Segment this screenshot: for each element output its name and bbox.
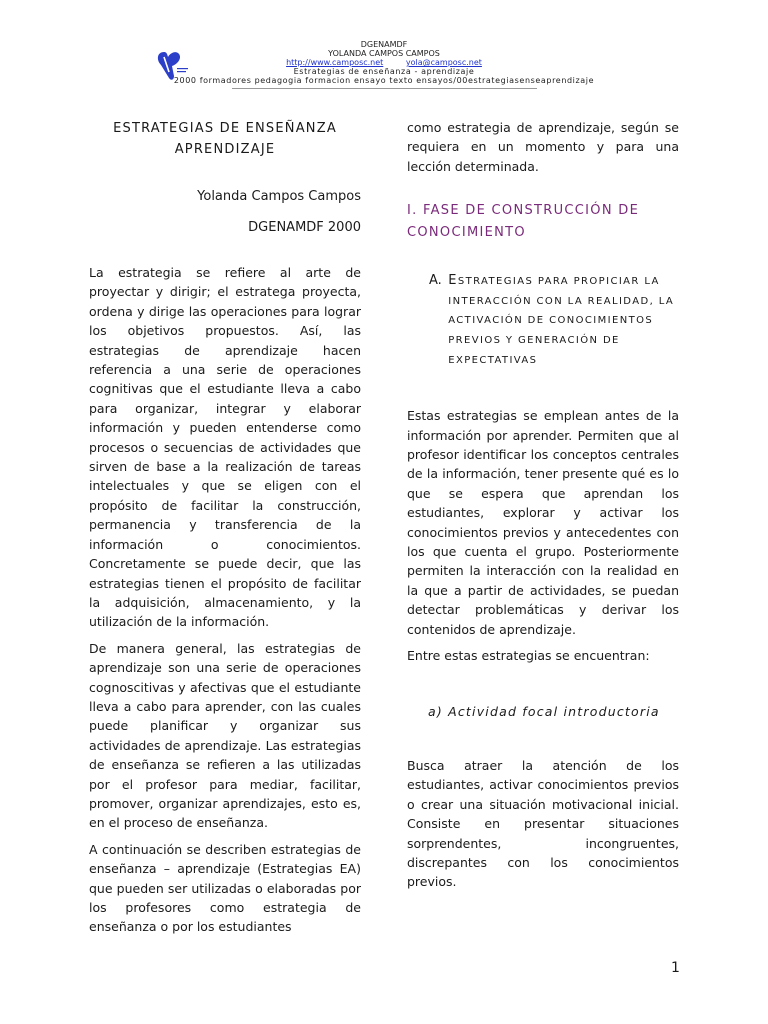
right-column (407, 118, 679, 892)
left-column (89, 118, 361, 937)
activity-heading: a) Actividad focal introductoria (428, 704, 660, 720)
header-links (0, 58, 768, 67)
header-divider (232, 88, 537, 89)
title-line-2: APRENDIZAJE (174, 142, 276, 157)
general-paragraph: De manera general, las estrategias de aprendizaje son una serie de operaciones cognoscitivas y afectivas que el estudiante lleva a cabo para aprender, con las cuales puede planificar y organizar sus actividades de aprendizaje. Las estrategias de enseñanza se refieren a las utilizadas por el profesor para mediar, facilitar, promover, organizar aprendizajes, esto es, en el proceso de enseñanza. (89, 640, 361, 831)
header-author: YOLANDA CAMPOS CAMPOS (328, 49, 440, 58)
website-link[interactable]: http://www.camposc.net (286, 58, 384, 67)
strategies-paragraph: Estas estrategias se emplean antes de la información por aprender. Permiten que al profesor identificar los conceptos centrales de la información, tener presente qué es lo que se espera que aprendan los estudiantes, explorar y activar los conocimientos previos y antecedentes con los que cuenta el grupo. Posteriormente permiten la interacción con la realidad en la que a partir de actividades, se puedan detectar problemáticas y derivar los contenidos de aprendizaje. (407, 408, 679, 637)
section-heading: I. FASE DE CONSTRUCCIÓN DE CONOCIMIENTO (407, 203, 640, 241)
document-header (0, 40, 768, 89)
header-keywords: 2000 formadores pedagogia formacion ensayo texto ensayos/00estrategiasenseaprendizaje (173, 76, 595, 85)
title-line-1: ESTRATEGIAS DE ENSEÑANZA (113, 121, 337, 136)
page-number: 1 (671, 960, 680, 976)
email-link[interactable]: yola@camposc.net (405, 58, 482, 67)
document-author: Yolanda Campos Campos (197, 189, 361, 204)
activity-paragraph: Busca atraer la atención de los estudiantes, activar conocimientos previos o crear una situación motivacional inicial. Consiste en presentar situaciones sorprendentes, incongruentes, discrepantes con los conocimientos previos. (407, 757, 679, 890)
publisher-logo-icon (152, 48, 190, 84)
document-org: DGENAMDF 2000 (248, 220, 361, 235)
list-intro: Entre estas estrategias se encuentran: (407, 648, 650, 664)
subsection-letter: A. (429, 273, 442, 289)
subsection-title: ESTRATEGIAS PARA PROPICIAR LA INTERACCIÓN CON LA REALIDAD, LA ACTIVACIÓN DE CONOCIMIENTOS PREVIOS Y GENERACIÓN DE EXPECTATIVAS (448, 273, 675, 366)
continuation-paragraph: A continuación se describen estrategias de enseñanza – aprendizaje (Estrategias EA) que pueden ser utilizadas o elaboradas por los profesores como estrategia de enseñanza o por los estudiantes (89, 841, 361, 935)
header-org: DGENAMDF (360, 40, 408, 49)
subsection-heading (429, 271, 679, 370)
intro-paragraph: La estrategia se refiere al arte de proyectar y dirigir; el estratega proyecta, ordena y dirige las operaciones para lograr los objetivos propuestos. Así, las estrategias de aprendizaje hacen referencia a una serie de operaciones cognitivas que el estudiante lleva a cabo para organizar, integrar y elaborar información y pueden entenderse como procesos o secuencias de actividades que sirven de base a la realización de tareas intelectuales y que se eligen con el propósito de facilitar la construcción, permanencia y transferencia de la información o conocimientos. Concretamente se puede decir, que las estrategias tienen el propósito de facilitar la adquisición, almacenamiento, y la utilización de la información. (89, 265, 361, 630)
document-title (89, 118, 361, 160)
continued-paragraph: como estrategia de aprendizaje, según se requiera en un momento y para una lección determinada. (407, 120, 679, 174)
header-subject: Estrategias de enseñanza - aprendizaje (293, 67, 475, 76)
